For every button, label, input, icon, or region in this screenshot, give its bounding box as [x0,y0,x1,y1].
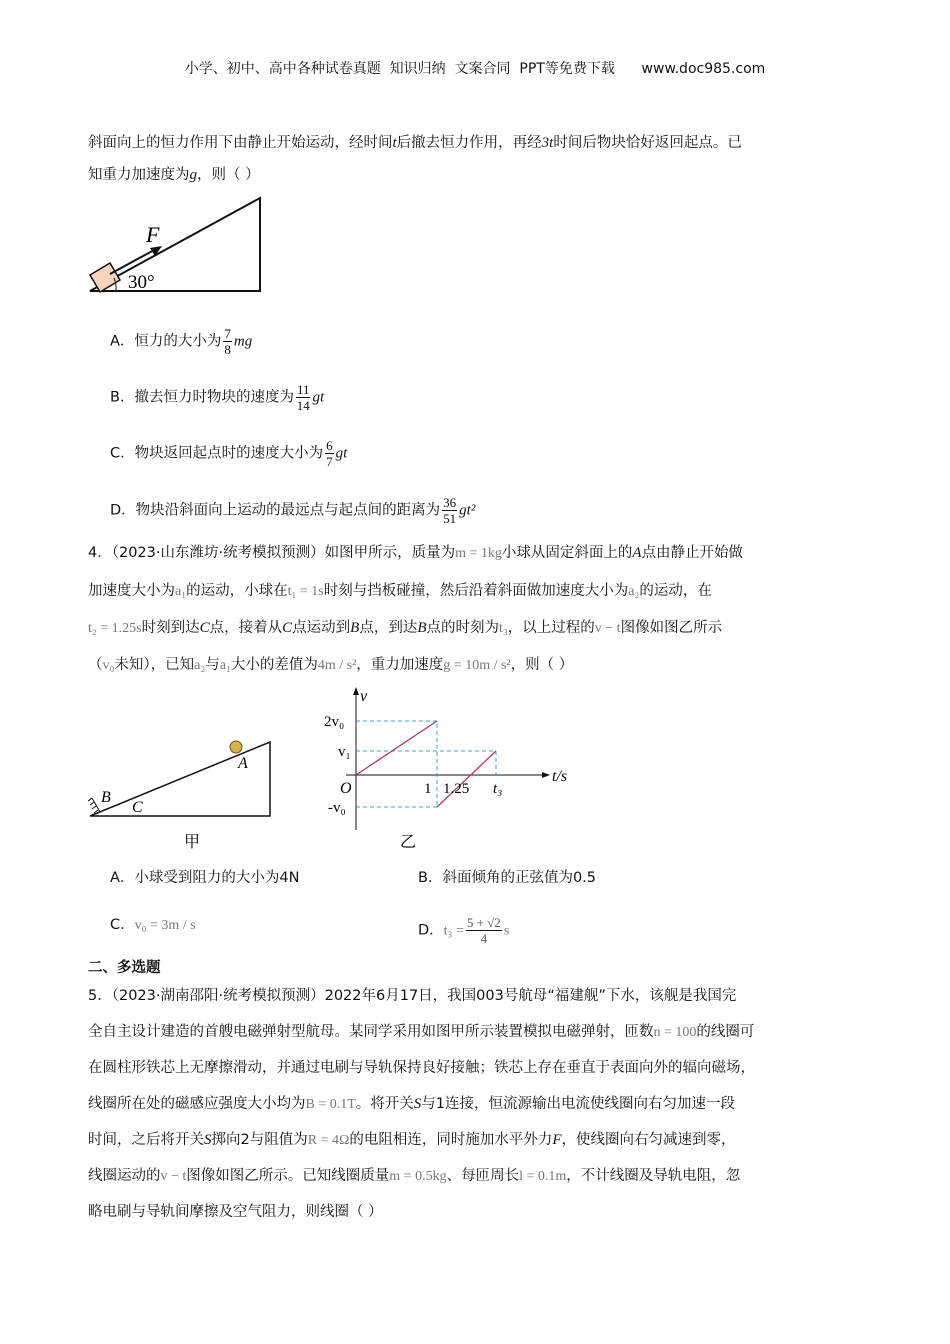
math: v₀ = 3m / s [134,918,196,933]
math: gt [335,445,348,462]
math: v − t [160,1169,187,1184]
math: t₁ = 1s [287,584,324,599]
math: m = 0.5kg [389,1169,447,1184]
denominator: 8 [224,342,231,357]
axis-v-label: v [360,688,368,705]
math: v₀ [102,658,115,673]
math: a₁ [219,658,231,673]
text: 、每匝周长 [446,1168,520,1184]
math: C [199,620,210,636]
text: 斜面向上的恒力作用下由静止开始运动，经时间 [88,135,393,151]
math: mg [233,333,253,350]
fraction [296,382,311,413]
tick-1: 1 [424,781,432,797]
axis-t-label: t/s [552,768,568,785]
figure-jia-incline [80,685,280,855]
text: 点，接着从 [209,620,283,636]
point-c-label: C [132,799,143,816]
tick-neg-v0: -v₀ [328,800,346,816]
text: 的运动，小球在 [186,583,288,599]
text: 的运动，在 [639,583,712,599]
text: 4．（2023·山东潍坊·统考模拟预测）如图甲所示，质量为 [88,545,456,561]
text: 全自主设计建造的首艘电磁弹射型航母。某同学采用如图甲所示装置模拟电磁弹射，匝数 [88,1024,654,1040]
text: 时间后物块恰好返回起点。已 [553,135,742,151]
text: 时刻到达 [141,620,200,636]
math: t [392,135,397,151]
text: ，不计线圈及导轨电阻，忽 [566,1168,741,1184]
math: l = 0.1m [519,1169,567,1184]
text: ，使线圈向右匀减速到零， [561,1132,736,1148]
text: 与1连接，恒流源输出电流使线圈向右匀加速一段 [421,1096,736,1112]
math: C [282,620,293,636]
q3-line2 [88,165,260,185]
figure-yi-vt-graph [320,685,590,855]
point-b-label: B [101,789,111,806]
numerator: 7 [224,326,231,341]
text: ，以上过程的 [507,620,595,636]
fraction [325,438,334,469]
math: B [417,620,427,636]
math: a₁ [175,584,187,599]
text: 小球从固定斜面上的 [501,545,633,561]
text: 时间，之后将开关 [88,1132,204,1148]
page-header: 小学、初中、高中各种试卷真题 知识归纳 文案合同 PPT等免费下载 www.doc985.com [184,61,766,77]
text: ，则（ ） [510,657,574,673]
fraction [442,495,457,526]
text: C． [110,917,135,933]
math: R = 4Ω [307,1133,350,1148]
q4-option-b[interactable]: B．斜面倾角的正弦值为0.5 [418,870,597,886]
force-label: F [146,222,160,247]
q4-line4 [88,655,573,676]
math: m = 1kg [455,546,502,561]
q4-line2 [88,581,712,602]
fraction [466,915,502,946]
text: 加速度大小为 [88,583,175,599]
text: 线圈所在处的磁感应强度大小均为 [88,1096,306,1112]
text: 线圈运动的 [88,1168,161,1184]
math: a₂ [628,584,640,599]
numerator: 36 [443,495,457,510]
numerator: 6 [326,438,333,453]
text: 点的时刻为 [426,620,499,636]
math: 3t [541,135,554,151]
text: 知重力加速度为 [88,167,190,183]
q3-option-c[interactable] [110,438,347,469]
math: 4m / s² [317,658,357,673]
tick-t3: t₃ [493,781,503,797]
text: 后撤去恒力作用，再经 [396,135,542,151]
text: D．物块沿斜面向上运动的最远点与起点间的距离为 [110,502,441,519]
origin-label: O [340,780,352,797]
math: t₃ = [443,923,464,939]
math: n = 100 [653,1025,697,1040]
math: v − t [594,621,621,636]
incline-force-figure [86,192,266,297]
math: gt² [459,502,476,519]
text: A．恒力的大小为 [110,333,222,350]
q5-line2 [88,1022,754,1043]
text: 与 [205,657,220,673]
q5-line1: 5．（2023·湖南邵阳·统考模拟预测）2022年6月17日，我国003号航母“福建舰”下水，该舰是我国完 [88,988,737,1004]
q4-line3 [88,618,722,639]
text: 大小的差值为 [230,657,318,673]
text: 。将开关 [355,1096,414,1112]
angle-label: 30° [128,272,155,293]
math: S [413,1096,422,1112]
numerator: 11 [296,382,310,397]
denominator: 14 [296,398,310,413]
math: gt [312,389,325,406]
tick-v1: v₁ [338,744,351,760]
math: a₂ [194,658,206,673]
text: D． [418,922,444,939]
q5-line5 [88,1130,736,1151]
q4-option-c[interactable] [110,915,196,936]
text: （ [88,657,103,673]
math: t₂ = 1.25s [88,621,142,636]
text: 掷向2与阻值为 [211,1132,308,1148]
math: F [552,1132,562,1148]
q5-line7: 略电刷与导轨间摩擦及空气阻力，则线圈（ ） [88,1204,383,1220]
text: B．撤去恒力时物块的速度为 [110,389,294,406]
math: t₃ [499,621,508,636]
section-heading: 二、多选题 [88,960,161,976]
q5-line3: 在圆柱形铁芯上无摩擦滑动，并通过电刷与导轨保持良好接触；铁芯上存在垂直于表面向外的辐向磁场， [88,1060,755,1076]
q5-line6 [88,1166,740,1187]
text: 图像如图乙所示 [620,620,723,636]
tick-2v0: 2v₀ [324,714,345,730]
q4-option-a[interactable]: A．小球受到阻力的大小为4N [110,870,300,886]
text: ，重力加速度 [356,657,444,673]
text: C．物块返回起点时的速度大小为 [110,445,324,462]
caption-yi: 乙 [400,834,417,851]
q3-line1 [88,133,742,153]
fraction [223,326,232,357]
denominator: 51 [443,511,457,526]
math: A [632,545,642,561]
text: 的线圈可 [696,1024,755,1040]
q3-option-b[interactable] [110,382,324,413]
text: 图像如图乙所示。已知线圈质量 [186,1168,390,1184]
math: s [503,923,510,939]
tick-1-25: 1.25 [443,781,470,797]
caption-jia: 甲 [184,834,201,851]
math: S [204,1132,212,1148]
math: g [189,167,197,183]
q5-line4 [88,1094,735,1115]
text: ，则（ ） [197,167,260,183]
math: g = 10m / s² [443,658,511,673]
q4-line1 [88,543,743,564]
denominator: 4 [480,931,488,946]
math: B [350,620,360,636]
q3-option-a[interactable] [110,326,252,357]
q3-option-d[interactable] [110,495,475,526]
denominator: 7 [326,454,333,469]
point-a-label: A [238,755,248,772]
text: 点，到达 [359,620,418,636]
text: 未知），已知 [114,657,195,673]
text: 点由静止开始做 [641,545,744,561]
numerator: 5 + √2 [466,915,501,930]
q4-option-d[interactable] [418,915,509,946]
text: 时刻与挡板碰撞，然后沿着斜面做加速度大小为 [323,583,629,599]
text: 点运动到 [292,620,351,636]
math: B = 0.1T [305,1097,356,1112]
text: 的电阻相连，同时施加水平外力 [349,1132,553,1148]
